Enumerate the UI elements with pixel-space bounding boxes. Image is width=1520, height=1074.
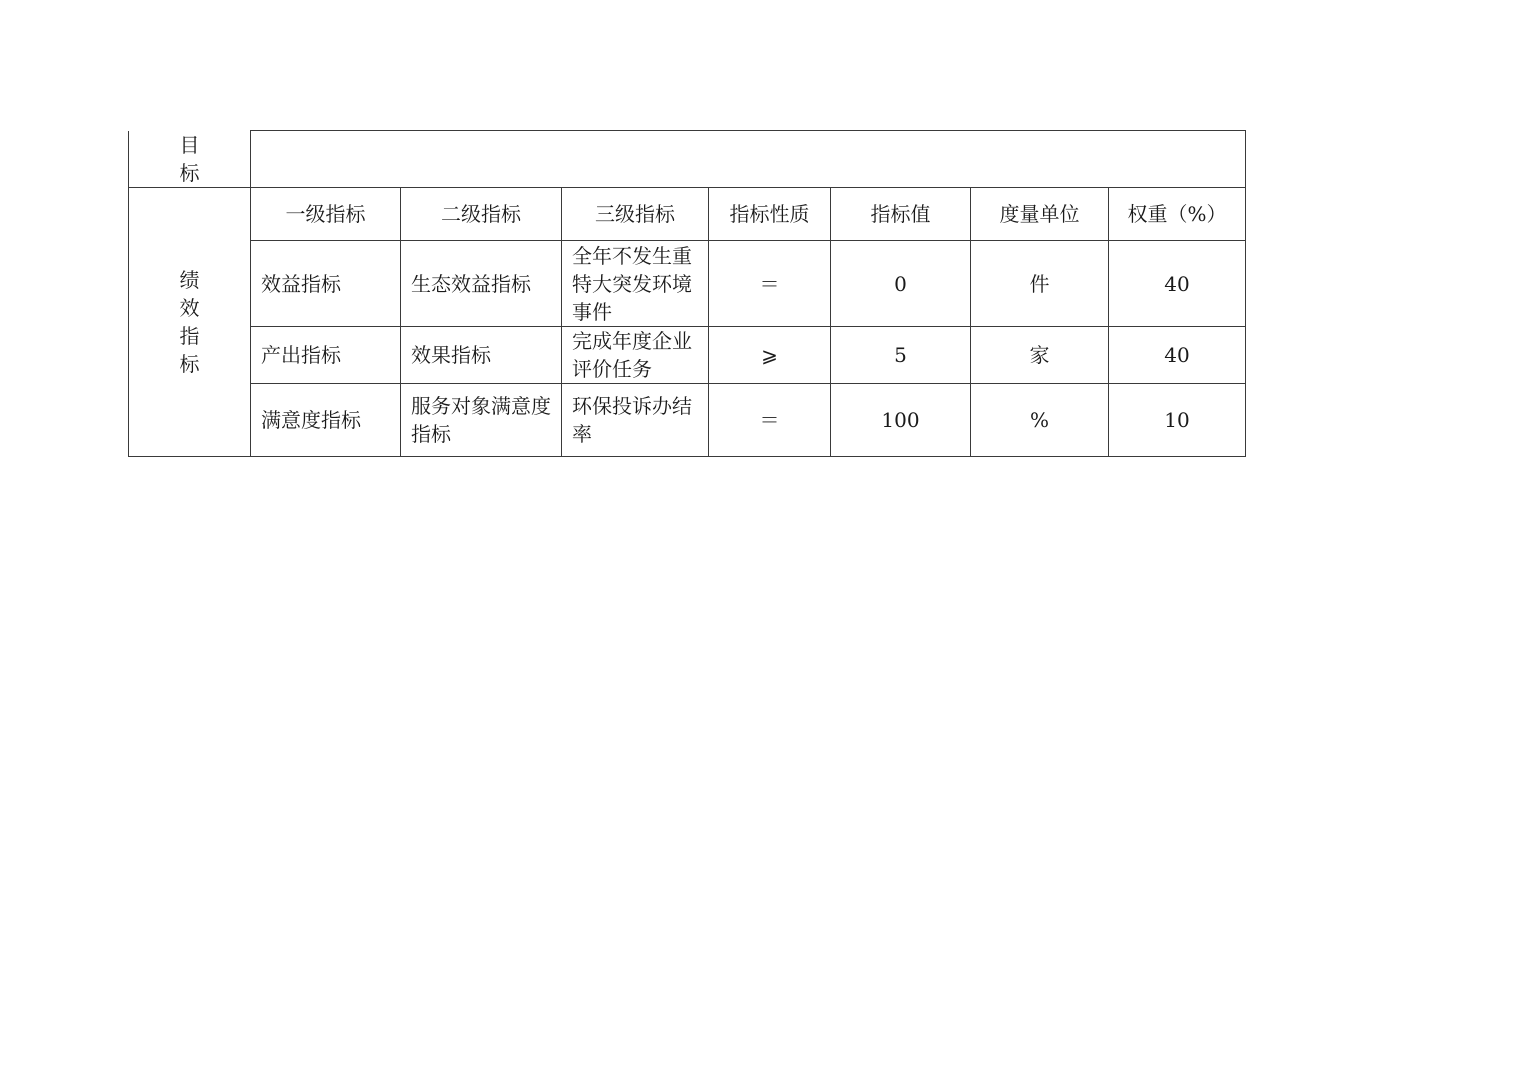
table-row — [129, 327, 1246, 384]
performance-table — [128, 130, 1246, 457]
header-row — [129, 188, 1246, 241]
row-level1: 效益指标 — [251, 241, 401, 327]
row-weight: 40 — [1109, 241, 1246, 327]
goal-content-cell — [251, 131, 1246, 188]
row-level2: 服务对象满意度指标 — [401, 384, 562, 457]
header-value: 指标值 — [831, 188, 971, 241]
row-level2: 效果指标 — [401, 327, 562, 384]
row-nature: ⩾ — [709, 327, 831, 384]
header-level1: 一级指标 — [251, 188, 401, 241]
header-level2: 二级指标 — [401, 188, 562, 241]
goal-label: 目标 — [179, 132, 200, 185]
row-weight: 10 — [1109, 384, 1246, 457]
indicators-section-cell — [129, 188, 251, 457]
row-level3: 全年不发生重特大突发环境事件 — [562, 241, 709, 327]
table-row — [129, 241, 1246, 327]
row-value: 5 — [831, 327, 971, 384]
row-weight: 40 — [1109, 327, 1246, 384]
header-level3: 三级指标 — [562, 188, 709, 241]
row-nature: ＝ — [709, 241, 831, 327]
row-level3: 环保投诉办结率 — [562, 384, 709, 457]
row-value: 100 — [831, 384, 971, 457]
header-nature: 指标性质 — [709, 188, 831, 241]
indicators-section-label: 绩效指标 — [179, 268, 200, 376]
row-unit: 家 — [971, 327, 1109, 384]
header-unit: 度量单位 — [971, 188, 1109, 241]
row-unit: % — [971, 384, 1109, 457]
goal-row — [129, 131, 1246, 188]
row-level1: 产出指标 — [251, 327, 401, 384]
header-weight: 权重（%） — [1109, 188, 1246, 241]
table-row — [129, 384, 1246, 457]
goal-label-cell — [129, 131, 251, 188]
row-level2: 生态效益指标 — [401, 241, 562, 327]
row-value: 0 — [831, 241, 971, 327]
row-unit: 件 — [971, 241, 1109, 327]
row-level3: 完成年度企业评价任务 — [562, 327, 709, 384]
row-level1: 满意度指标 — [251, 384, 401, 457]
row-nature: ＝ — [709, 384, 831, 457]
